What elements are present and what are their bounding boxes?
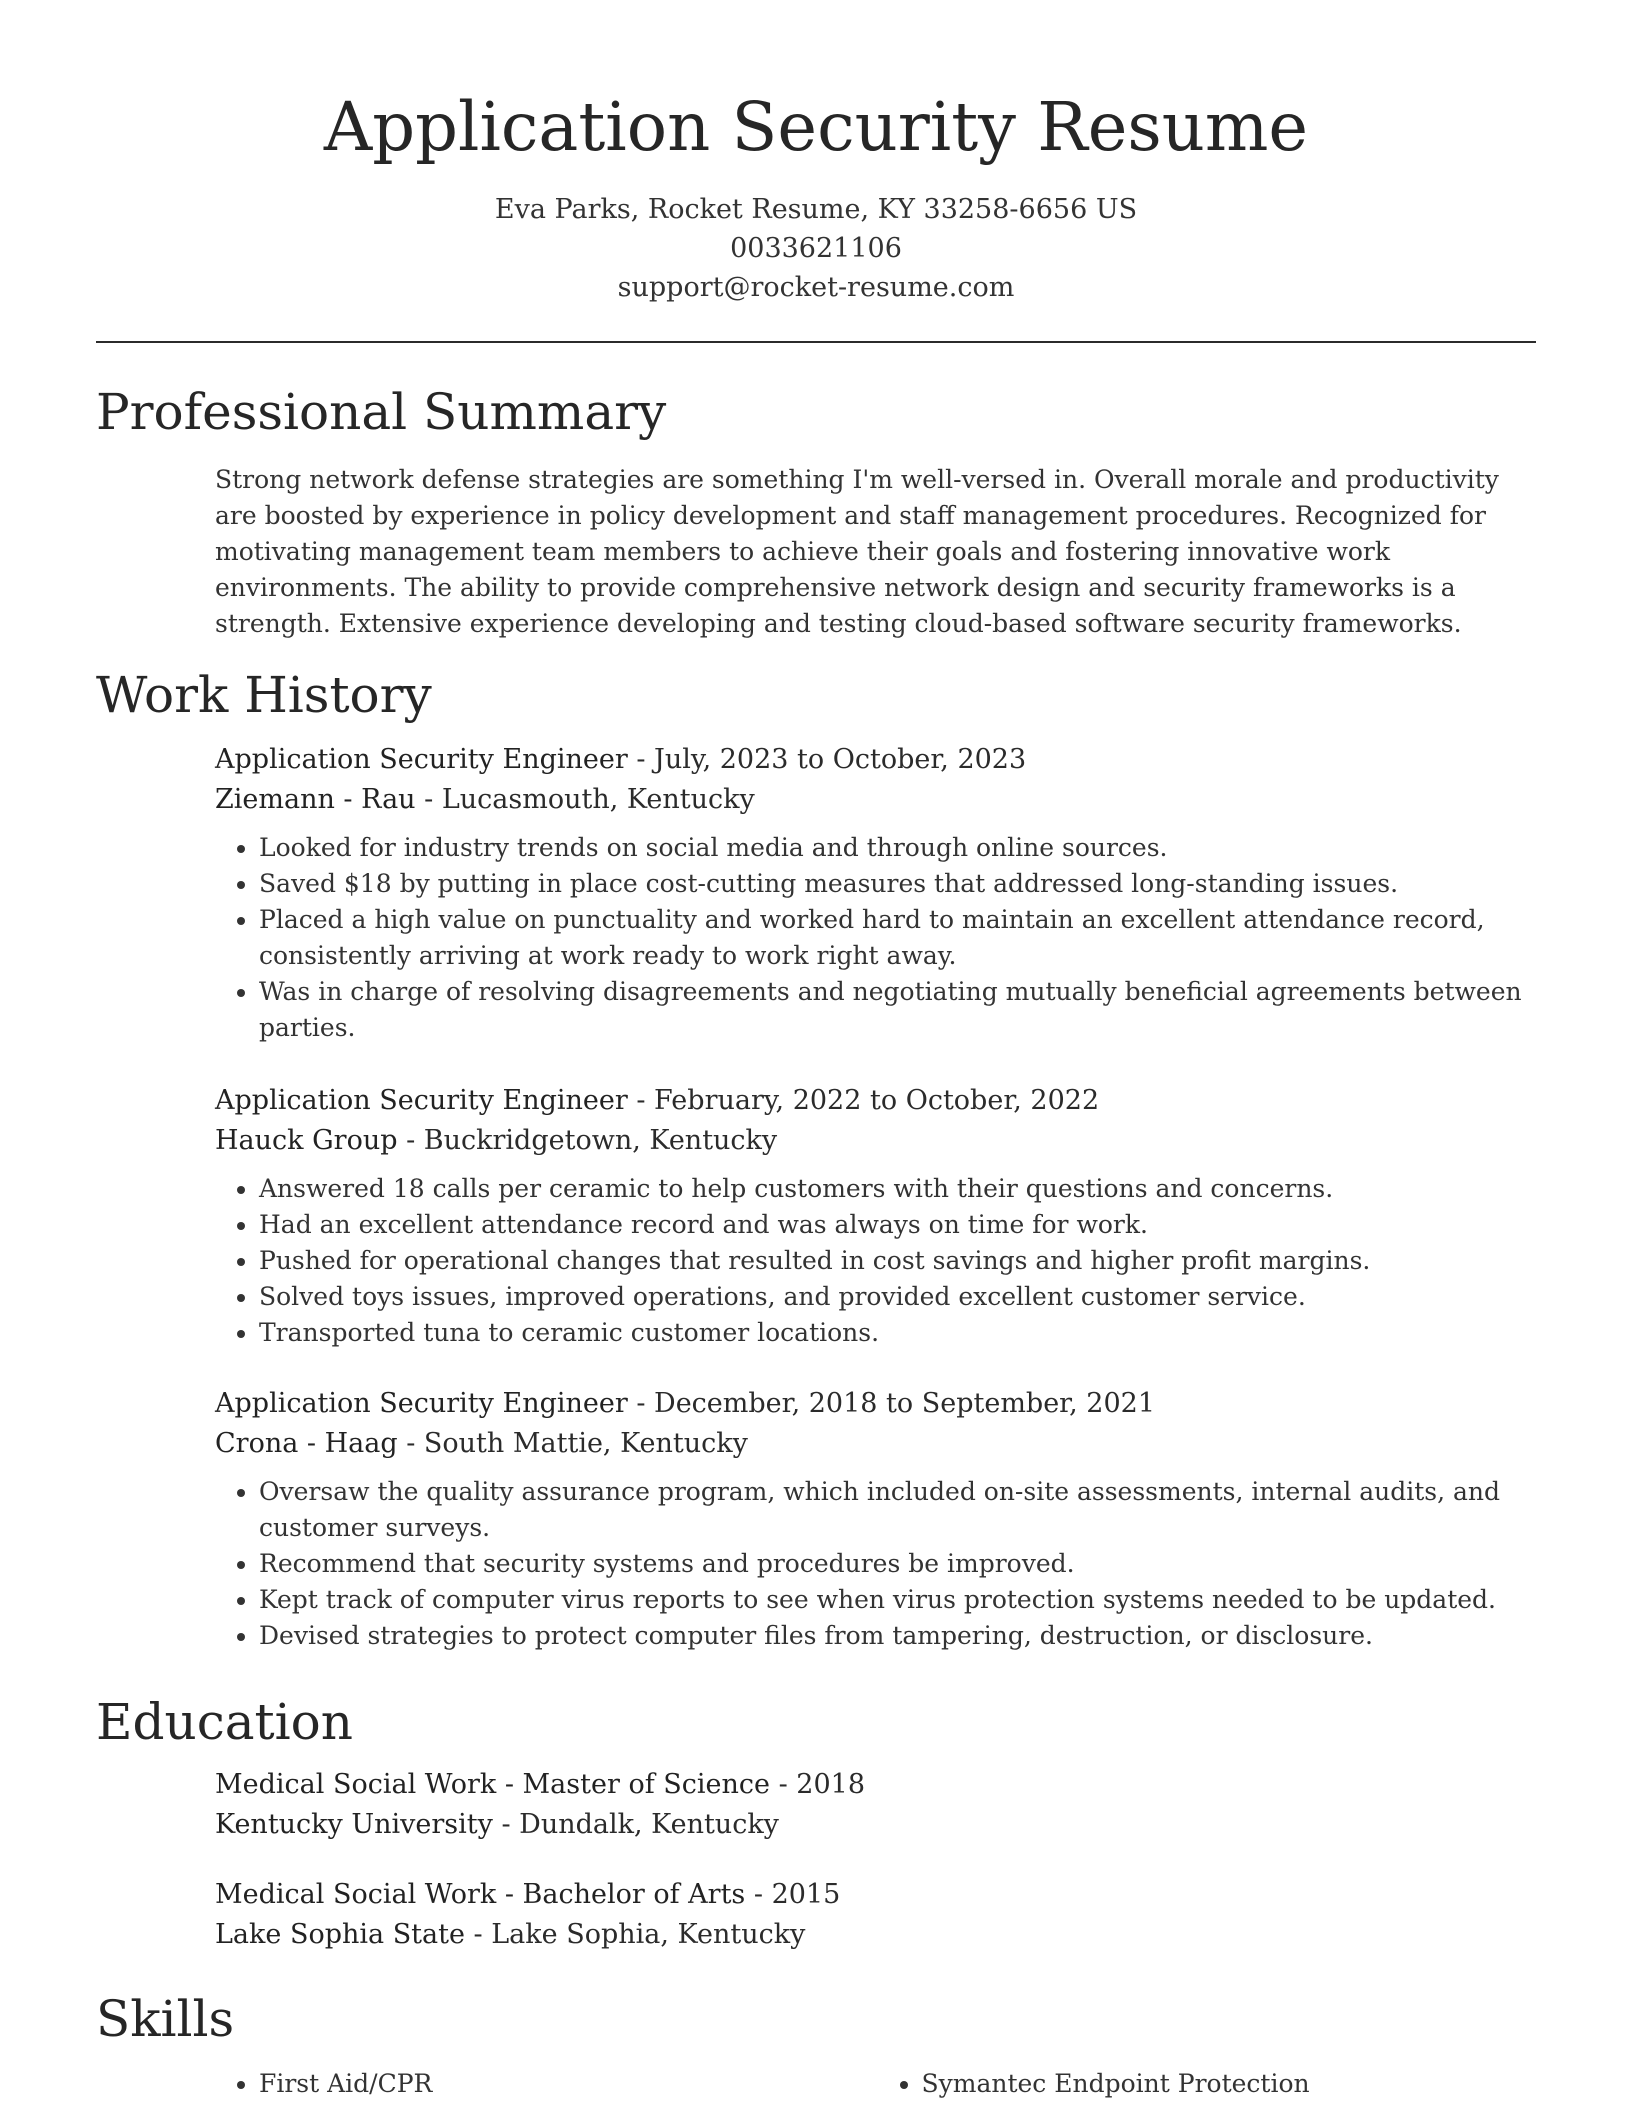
job-company: Crona - Haag [215, 1428, 398, 1459]
education-degree: - Bachelor of Arts [496, 1879, 746, 1910]
contact-email: support@rocket-resume.com [617, 272, 1015, 303]
job-entry [215, 740, 1540, 1046]
job-bullet: • Recommend that security systems and procedures be improved. [259, 1546, 1540, 1582]
job-bullet: • Pushed for operational changes that resulted in cost savings and higher profit margins. [259, 1243, 1540, 1279]
work-history-heading: Work History [96, 666, 432, 724]
header-divider [96, 341, 1536, 343]
skills-column-right [878, 2066, 1541, 2102]
job-title-line [215, 1384, 1540, 1424]
education-heading: Education [96, 1693, 353, 1751]
summary-text: Strong network defense strategies are something I'm well-versed in. Overall morale and productivity are boosted by experience in policy development and staff management procedures. Recognized for motivating management team members to achieve their goals and fostering innovative work environments. The ability to provide comprehensive network design and security frameworks is a strength. Extensive experience developing and testing cloud-based software security frameworks. [215, 465, 1499, 638]
job-company-line [215, 780, 1540, 820]
job-dates: - December, 2018 to September, 2021 [627, 1388, 1156, 1419]
job-title-line [215, 1081, 1540, 1121]
job-title: Application Security Engineer [215, 1388, 628, 1419]
education-entry [215, 1875, 1540, 1955]
education-degree: - Master of Science [496, 1769, 771, 1800]
job-bullet: • Had an excellent attendance record and was always on time for work. [259, 1207, 1540, 1243]
education-school: Lake Sophia State [215, 1919, 465, 1950]
job-bullet: • Transported tuna to ceramic customer locations. [259, 1315, 1540, 1351]
education-school: Kentucky University [215, 1809, 493, 1840]
job-bullet: • Placed a high value on punctuality and worked hard to maintain an excellent attendance record, consistently arriving at work ready to work right away. [259, 902, 1540, 974]
education-degree-line [215, 1875, 1540, 1915]
education-school-line [215, 1915, 1540, 1955]
job-bullet: • Looked for industry trends on social media and through online sources. [259, 830, 1540, 866]
job-dates: - July, 2023 to October, 2023 [627, 744, 1027, 775]
contact-address: Eva Parks, Rocket Resume, KY 33258-6656 US [494, 194, 1138, 225]
job-bullets [215, 1474, 1540, 1654]
summary-heading: Professional Summary [96, 383, 667, 441]
education-degree-line [215, 1765, 1540, 1805]
job-entry [215, 1081, 1540, 1351]
education-year: - 2018 [770, 1769, 866, 1800]
education-school-line [215, 1805, 1540, 1845]
skills-heading: Skills [96, 1990, 235, 2048]
job-bullets [215, 1171, 1540, 1351]
job-location: - South Mattie, Kentucky [397, 1428, 748, 1459]
contact-phone: 0033621106 [730, 233, 902, 264]
skill-item: • First Aid/CPR [259, 2066, 878, 2102]
job-company-line [215, 1424, 1540, 1464]
job-entry [215, 1384, 1540, 1654]
job-bullets [215, 830, 1540, 1046]
job-title: Application Security Engineer [215, 1085, 628, 1116]
education-location: - Dundalk, Kentucky [492, 1809, 779, 1840]
job-title: Application Security Engineer [215, 744, 628, 775]
education-entry [215, 1765, 1540, 1845]
job-bullet: • Was in charge of resolving disagreements and negotiating mutually beneficial agreements between parties. [259, 974, 1540, 1046]
education-location: - Lake Sophia, Kentucky [464, 1919, 806, 1950]
job-location: - Lucasmouth, Kentucky [415, 784, 755, 815]
contact-info [0, 190, 1632, 307]
job-company: Hauck Group [215, 1125, 398, 1156]
job-bullet: • Devised strategies to protect computer files from tampering, destruction, or disclosure. [259, 1618, 1540, 1654]
skill-item: • Symantec Endpoint Protection [922, 2066, 1541, 2102]
education-field: Medical Social Work [215, 1769, 497, 1800]
job-bullet: • Kept track of computer virus reports to see when virus protection systems needed to be updated. [259, 1582, 1540, 1618]
job-bullet: • Answered 18 calls per ceramic to help customers with their questions and concerns. [259, 1171, 1540, 1207]
job-company-line [215, 1121, 1540, 1161]
job-title-line [215, 740, 1540, 780]
skills-list [215, 2066, 1540, 2102]
job-bullet: • Saved $18 by putting in place cost-cutting measures that addressed long-standing issues. [259, 866, 1540, 902]
resume-title: Application Security Resume [323, 88, 1309, 166]
job-company: Ziemann - Rau [215, 784, 416, 815]
job-bullet: • Solved toys issues, improved operations, and provided excellent customer service. [259, 1279, 1540, 1315]
education-field: Medical Social Work [215, 1879, 497, 1910]
job-dates: - February, 2022 to October, 2022 [627, 1085, 1100, 1116]
education-year: - 2015 [745, 1879, 841, 1910]
job-location: - Buckridgetown, Kentucky [397, 1125, 778, 1156]
job-bullet: • Oversaw the quality assurance program, which included on-site assessments, internal audits, and customer surveys. [259, 1474, 1540, 1546]
skills-column-left [215, 2066, 878, 2102]
